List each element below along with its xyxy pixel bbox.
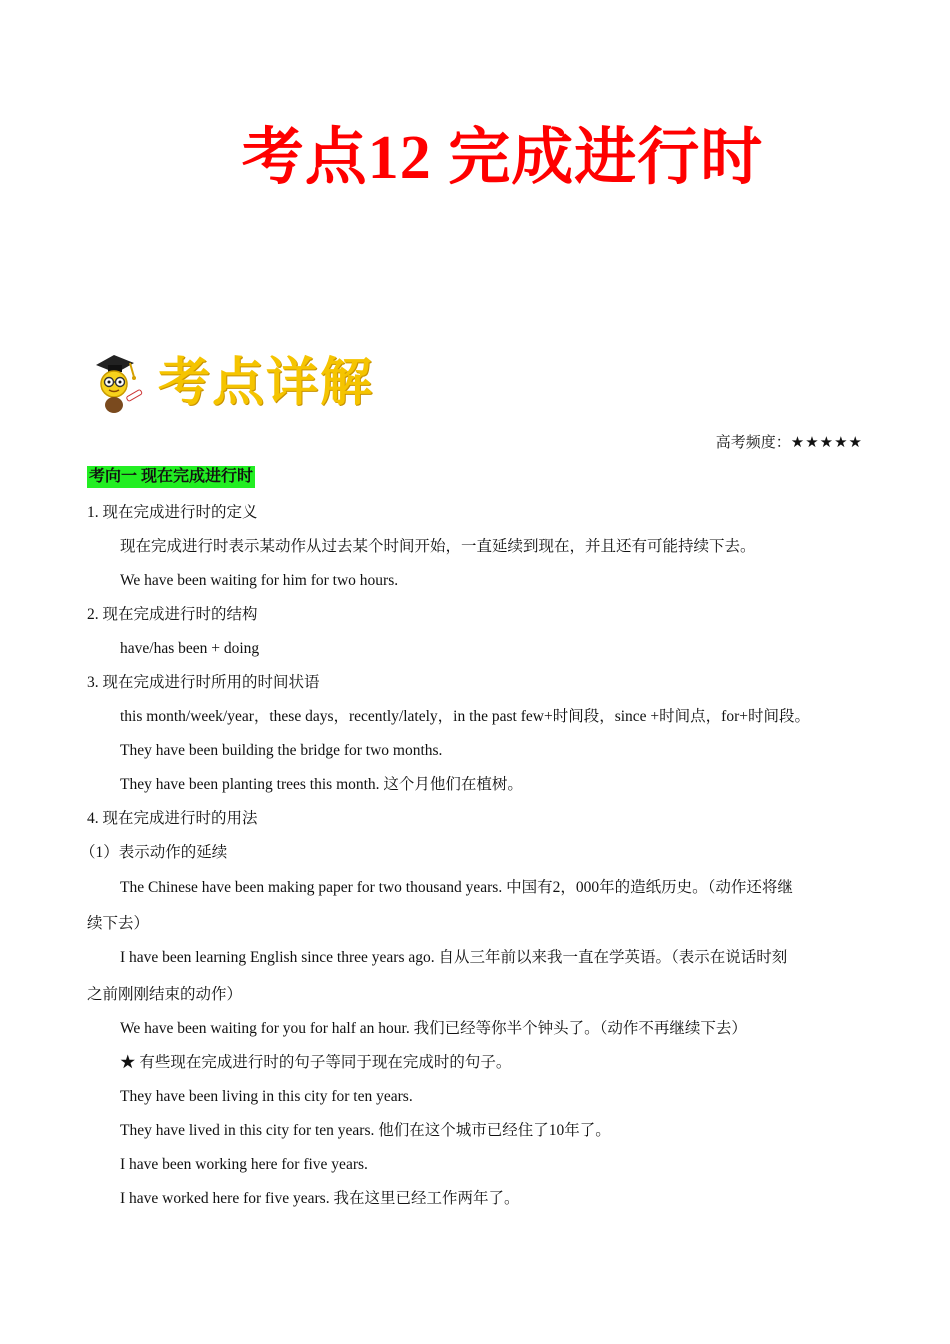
paragraph-line: this month/week/year，these days，recently/lately，in the past few+时间段，since +时间点，for+时间段。	[120, 708, 810, 725]
paragraph-line: I have worked here for five years. 我在这里已经工作两年了。	[120, 1190, 520, 1207]
frequency-label: 高考频度：	[715, 435, 791, 451]
graduate-mascot-icon	[90, 351, 152, 415]
paragraph-line: 4. 现在完成进行时的用法	[87, 810, 258, 827]
paragraph-line: We have been waiting for him for two hours.	[120, 572, 399, 589]
paragraph-line: 1. 现在完成进行时的定义	[87, 504, 258, 521]
paragraph-line: They have been building the bridge for two months.	[120, 742, 443, 759]
paragraph-line: I have been working here for five years.	[120, 1156, 368, 1173]
banner-label: 考点详解	[158, 352, 375, 413]
paragraph-line: They have been living in this city for ten years.	[120, 1088, 413, 1105]
paragraph-line: ★ 有些现在完成进行时的句子等同于现在完成时的句子。	[120, 1054, 512, 1071]
paragraph-line: have/has been + doing	[120, 640, 260, 657]
paragraph-line: 2. 现在完成进行时的结构	[87, 606, 258, 623]
paragraph-line: 之前刚刚结束的动作）	[87, 986, 243, 1003]
paragraph-line: They have been planting trees this month. 这个月他们在植树。	[120, 776, 523, 793]
section-heading: 考向一 现在完成进行时	[87, 466, 255, 488]
paragraph-line: 续下去）	[87, 915, 150, 932]
paragraph-line: The Chinese have been making paper for two thousand years. 中国有2，000年的造纸历史。（动作还将继	[120, 879, 793, 896]
frequency-stars: ★★★★★	[790, 435, 863, 451]
paragraph-line: 3. 现在完成进行时所用的时间状语	[87, 674, 320, 691]
paragraph-line: We have been waiting for you for half an hour. 我们已经等你半个钟头了。（动作不再继续下去）	[120, 1020, 747, 1037]
paragraph-line: They have lived in this city for ten years. 他们在这个城市已经住了10年了。	[120, 1122, 611, 1139]
exam-frequency	[716, 431, 863, 455]
page-title: 考点12 完成进行时	[241, 124, 764, 192]
paragraph-line: I have been learning English since three years ago. 自从三年前以来我一直在学英语。（表示在说话时刻	[120, 949, 788, 966]
section-banner	[90, 348, 374, 418]
paragraph-line: 现在完成进行时表示某动作从过去某个时间开始，一直延续到现在，并且还有可能持续下去。	[120, 538, 756, 555]
paragraph-line: （1）表示动作的延续	[80, 844, 228, 861]
